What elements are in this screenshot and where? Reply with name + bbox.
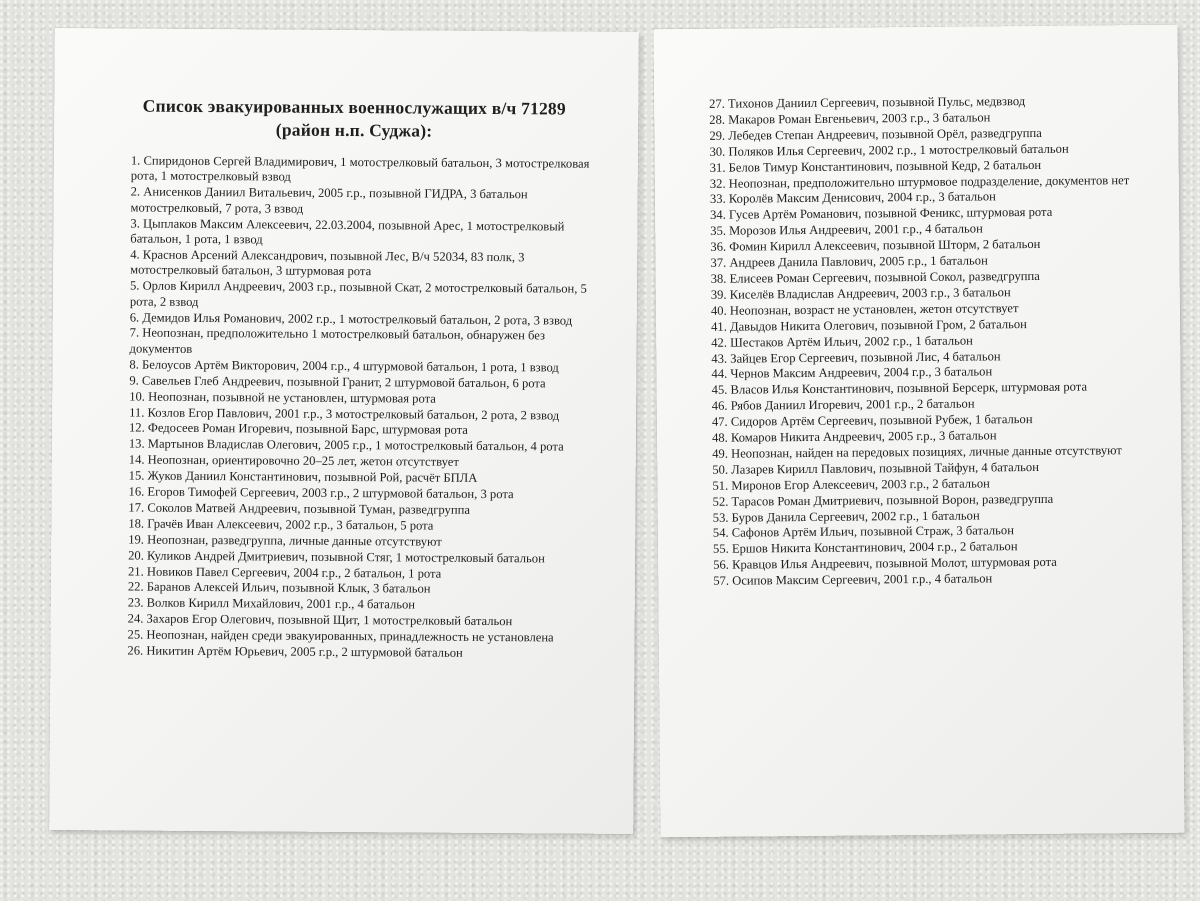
list-item: 26. Никитин Артём Юрьевич, 2005 г.р., 2 штурмовой батальон xyxy=(127,643,463,660)
list-item: 23. Волков Кирилл Михайлович, 2001 г.р., 4 батальон xyxy=(127,595,416,612)
list-item: 48. Комаров Никита Андреевич, 2005 г.р., 3 батальон xyxy=(711,428,997,445)
list-item: 27. Тихонов Даниил Сергеевич, позывной Пульс, медвзвод xyxy=(709,94,1026,111)
list-item: 13. Мартынов Владислав Олегович, 2005 г.р., 1 мотострелковый батальон, 4 рота xyxy=(128,436,564,454)
list-item: 40. Неопознан, возраст не установлен, жетон отсутствует xyxy=(710,300,1019,318)
list-item: 45. Власов Илья Константинович, позывной Берсерк, штурмовая рота xyxy=(711,379,1088,398)
list-item: 25. Неопознан, найден среди эвакуированных, принадлежность не установлена xyxy=(127,627,554,645)
list-item: 1. Спиридонов Сергей Владимирович, 1 мотострелковый батальон, 3 мотострелковая рота, 1 мотострелковый взвод xyxy=(130,153,590,185)
list-item: 12. Федосеев Роман Игоревич, позывной Барс, штурмовая рота xyxy=(128,420,468,438)
list-item: 57. Осипов Максим Сергеевич, 2001 г.р., 4 батальон xyxy=(713,571,993,588)
left-paper-sheet xyxy=(49,28,639,834)
list-item: 47. Сидоров Артём Сергеевич, позывной Рубеж, 1 батальон xyxy=(711,412,1033,429)
list-item: 29. Лебедев Степан Андреевич, позывной Орёл, разведгруппа xyxy=(709,125,1042,143)
list-item: 55. Ершов Никита Константинович, 2004 г.р., 2 батальон xyxy=(712,539,1018,557)
list-item: 3. Цыплаков Максим Алексеевич, 22.03.2004, позывной Арес, 1 мотострелковый батальон, 1 рота, 1 взвод xyxy=(130,216,565,247)
list-item: 6. Демидов Илья Романович, 2002 г.р., 1 мотострелковый батальон, 2 рота, 3 взвод xyxy=(129,310,573,328)
list-item: 37. Андреев Данила Павлович, 2005 г.р., 1 батальон xyxy=(710,253,988,270)
list-item: 34. Гусев Артём Романович, позывной Феникс, штурмовая рота xyxy=(710,205,1053,223)
list-item: 54. Сафонов Артём Ильич, позывной Страж, 3 батальон xyxy=(712,523,1014,541)
list-item: 32. Неопознан, предположительно штурмовое подразделение, документов нет xyxy=(709,172,1130,191)
list-item: 50. Лазарев Кирилл Павлович, позывной Тайфун, 4 батальон xyxy=(712,459,1039,477)
list-item: 33. Королёв Максим Денисович, 2004 г.р., 3 батальон xyxy=(709,189,996,207)
right-paper-sheet xyxy=(653,25,1184,838)
list-item: 52. Тарасов Роман Дмитриевич, позывной Ворон, разведгруппа xyxy=(712,491,1054,509)
list-item: 56. Кравцов Илья Андреевич, позывной Молот, штурмовая рота xyxy=(713,555,1057,573)
list-item: 18. Грачёв Иван Алексеевич, 2002 г.р., 3 батальон, 5 рота xyxy=(128,516,434,533)
list-item: 19. Неопознан, разведгруппа, личные данные отсутствуют xyxy=(128,532,442,549)
list-item: 9. Савельев Глеб Андреевич, позывной Гранит, 2 штурмовой батальон, 6 рота xyxy=(129,373,546,391)
list-item: 11. Козлов Егор Павлович, 2001 г.р., 3 мотострелковый батальон, 2 рота, 2 взвод xyxy=(129,404,560,423)
list-item: 30. Поляков Илья Сергеевич, 2002 г.р., 1 мотострелковый батальон xyxy=(709,141,1069,159)
list-item: 15. Жуков Даниил Константинович, позывной Рой, расчёт БПЛА xyxy=(128,468,478,486)
entry-list-right xyxy=(709,93,1143,590)
list-item: 21. Новиков Павел Сергеевич, 2004 г.р., 2 батальон, 1 рота xyxy=(127,564,442,581)
list-item: 51. Миронов Егор Алексеевич, 2003 г.р., 2 батальон xyxy=(712,476,990,493)
list-item: 5. Орлов Кирилл Андреевич, 2003 г.р., позывной Скат, 2 мотострелковый батальон, 5 рота, 2 взвод xyxy=(129,278,587,309)
list-item: 24. Захаров Егор Олегович, позывной Щит, 1 мотострелковый батальон xyxy=(127,611,513,629)
list-item: 36. Фомин Кирилл Алексеевич, позывной Шторм, 2 батальон xyxy=(710,237,1041,254)
list-item: 49. Неопознан, найден на передовых позициях, личные данные отсутствуют xyxy=(712,443,1122,461)
list-item: 43. Зайцев Егор Сергеевич, позывной Лис, 4 батальон xyxy=(711,348,1001,366)
list-item: 44. Чернов Максим Андреевич, 2004 г.р., 3 батальон xyxy=(711,364,993,382)
list-item: 10. Неопознан, позывной не установлен, штурмовая рота xyxy=(129,389,436,406)
list-title xyxy=(114,94,594,143)
list-item: 8. Белоусов Артём Викторович, 2004 г.р., 4 штурмовой батальон, 1 рота, 1 взвод xyxy=(129,357,559,375)
list-item: 35. Морозов Илья Андреевич, 2001 г.р., 4 батальон xyxy=(710,221,983,239)
list-item: 16. Егоров Тимофей Сергеевич, 2003 г.р., 2 штурмовой батальон, 3 рота xyxy=(128,484,514,502)
list-item: 31. Белов Тимур Константинович, позывной Кедр, 2 батальон xyxy=(709,157,1042,175)
list-item: 20. Куликов Андрей Дмитриевич, позывной Стяг, 1 мотострелковый батальон xyxy=(128,548,545,566)
entry-list-left xyxy=(127,154,601,663)
list-item: 17. Соколов Матвей Андреевич, позывной Туман, разведгруппа xyxy=(128,500,471,517)
list-item: 7. Неопознан, предположительно 1 мотострелковый батальон, обнаружен без документов xyxy=(129,325,546,356)
title-line-1: Список эвакуированных военнослужащих в/ч 71289 xyxy=(142,95,566,119)
list-item: 42. Шестаков Артём Ильич, 2002 г.р., 1 батальон xyxy=(711,333,973,350)
list-item: 41. Давыдов Никита Олегович, позывной Гром, 2 батальон xyxy=(711,316,1027,334)
list-item: 38. Елисеев Роман Сергеевич, позывной Сокол, разведгруппа xyxy=(710,268,1040,286)
title-line-2: (район н.п. Суджа): xyxy=(275,119,433,141)
list-item: 39. Киселёв Владислав Андреевич, 2003 г.р., 3 батальон xyxy=(710,285,1011,302)
list-item: 4. Краснов Арсений Александрович, позывной Лес, В/ч 52034, 83 полк, 3 мотострелковый батальон, 3 штурмовая рота xyxy=(130,247,525,279)
list-item: 53. Буров Данила Сергеевич, 2002 г.р., 1 батальон xyxy=(712,508,980,525)
list-item: 14. Неопознан, ориентировочно 20–25 лет, жетон отсутствует xyxy=(128,452,459,470)
list-item: 46. Рябов Даниил Игоревич, 2001 г.р., 2 батальон xyxy=(711,396,975,414)
list-item: 2. Анисенков Даниил Витальевич, 2005 г.р., позывной ГИДРА, 3 батальон мотострелковый, 7 рота, 3 взвод xyxy=(130,184,528,216)
list-item: 22. Баранов Алексей Ильич, позывной Клык, 3 батальон xyxy=(127,579,431,597)
list-item: 28. Макаров Роман Евгеньевич, 2003 г.р., 3 батальон xyxy=(709,110,991,127)
